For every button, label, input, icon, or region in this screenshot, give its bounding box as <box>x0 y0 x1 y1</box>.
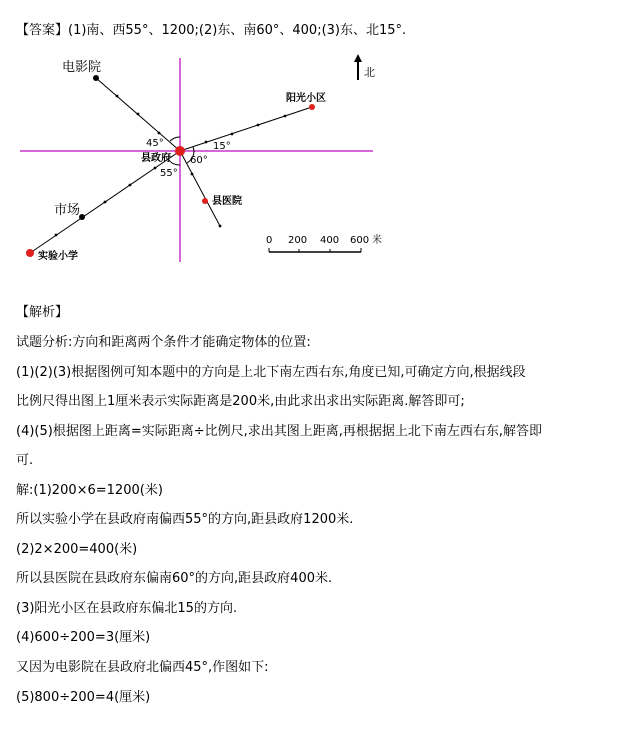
tick-dot <box>137 113 140 116</box>
scale-label-600: 600 <box>350 235 370 246</box>
sunshine-point <box>309 104 315 110</box>
angle-arc-45 <box>170 137 180 141</box>
solution-line-3: (2)2×200=400(米) <box>16 542 138 557</box>
tick-dot <box>104 201 107 204</box>
tick-dot <box>284 115 287 118</box>
direction-map <box>0 44 400 269</box>
tick-dot <box>257 124 260 127</box>
north-arrow-icon <box>354 54 362 80</box>
scale-label-0: 0 <box>266 235 273 246</box>
solution-line-1: 解:(1)200×6=1200(米) <box>16 483 163 498</box>
analysis-line-3: 比例尺得出图上1厘米表示实际距离是200米,由此求出求出实际距离.解答即可; <box>16 394 465 409</box>
analysis-line-1: 试题分析:方向和距离两个条件才能确定物体的位置: <box>16 335 311 350</box>
path-sunshine <box>180 107 312 151</box>
cinema-point <box>93 75 99 81</box>
solution-line-6: (4)600÷200=3(厘米) <box>16 630 151 645</box>
sunshine-label: 阳光小区 <box>286 93 326 104</box>
angle-label-15: 15° <box>213 141 231 152</box>
analysis-line-5: 可. <box>16 453 34 468</box>
scale-bar <box>269 248 361 252</box>
tick-dot <box>231 133 234 136</box>
tick-dot <box>219 225 222 228</box>
analysis-line-2: (1)(2)(3)根据图例可知本题中的方向是上北下南左西右东,角度已知,可确定方向,根据线段 <box>16 365 526 380</box>
tick-dot <box>129 184 132 187</box>
answer-line: 【答案】(1)南、西55°、1200;(2)东、南60°、400;(3)东、北15°. <box>16 23 407 38</box>
tick-dot <box>205 141 208 144</box>
angle-label-60: 60° <box>190 155 208 166</box>
tick-dot <box>191 173 194 176</box>
solution-line-2: 所以实验小学在县政府南偏西55°的方向,距县政府1200米. <box>16 512 354 527</box>
analysis-title: 【解析】 <box>16 305 69 320</box>
scale-unit: 米 <box>372 235 382 246</box>
hospital-label: 县医院 <box>212 196 242 207</box>
county-gov-label: 县政府 <box>141 153 171 164</box>
school-label: 实验小学 <box>38 251 78 262</box>
scale-label-200: 200 <box>288 235 308 246</box>
market-label: 市场 <box>54 203 81 218</box>
solution-line-5: (3)阳光小区在县政府东偏北15的方向. <box>16 601 238 616</box>
angle-label-55: 55° <box>160 168 178 179</box>
school-point <box>26 249 34 257</box>
angle-label-45: 45° <box>146 138 164 149</box>
analysis-line-4: (4)(5)根据图上距离=实际距离÷比例尺,求出其图上距离,再根据据上北下南左西右东,解答即 <box>16 424 543 439</box>
scale-label-400: 400 <box>320 235 340 246</box>
tick-dot <box>116 95 119 98</box>
cinema-label: 电影院 <box>62 60 102 75</box>
north-label: 北 <box>364 66 375 79</box>
solution-line-7: 又因为电影院在县政府北偏西45°,作图如下: <box>16 660 269 675</box>
county-gov-point <box>175 146 185 156</box>
tick-dot <box>154 167 157 170</box>
tick-dot <box>55 234 58 237</box>
solution-line-8: (5)800÷200=4(厘米) <box>16 690 151 705</box>
tick-dot <box>158 132 161 135</box>
hospital-point <box>202 198 208 204</box>
solution-line-4: 所以县医院在县政府东偏南60°的方向,距县政府400米. <box>16 571 333 586</box>
